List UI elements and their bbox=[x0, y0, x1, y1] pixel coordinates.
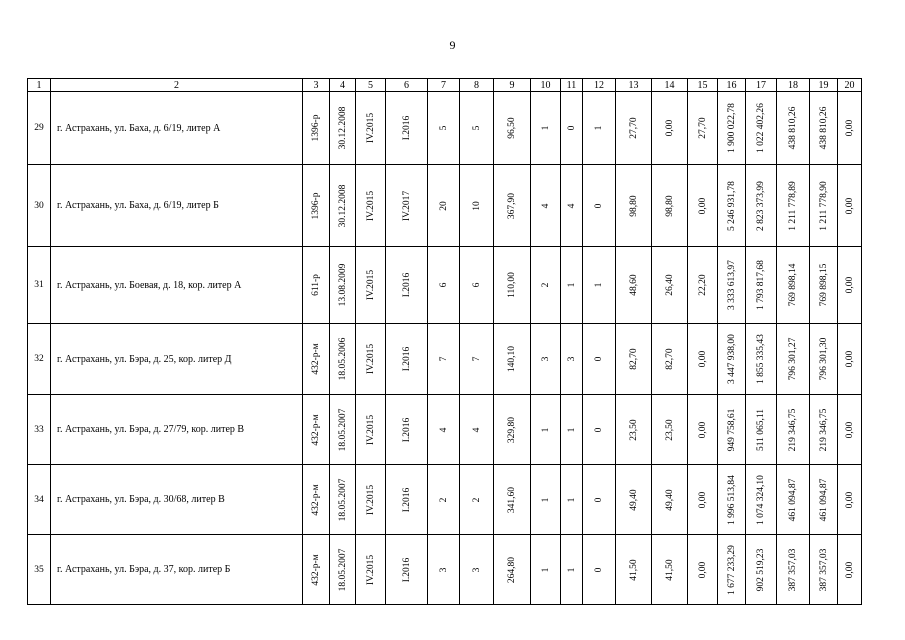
table-cell bbox=[531, 465, 561, 535]
cell-value: 5 bbox=[438, 125, 449, 131]
table-cell bbox=[718, 165, 746, 247]
cell-value: 41,50 bbox=[664, 558, 675, 581]
table-cell bbox=[460, 247, 494, 324]
cell-value: 22,20 bbox=[697, 274, 708, 296]
cell-value: 7 bbox=[438, 356, 449, 362]
cell-value: 41,50 bbox=[628, 558, 639, 581]
table-cell bbox=[494, 92, 531, 165]
table-cell bbox=[718, 535, 746, 605]
table-cell bbox=[718, 324, 746, 395]
cell-value: 0,00 bbox=[697, 561, 708, 578]
cell-value: 98,80 bbox=[664, 194, 675, 217]
cell-value: 1 900 022,78 bbox=[726, 103, 737, 153]
cell-value: 461 094,87 bbox=[818, 478, 829, 521]
cell-value: 3 bbox=[438, 567, 449, 572]
cell-value: 0,00 bbox=[664, 119, 675, 137]
table-cell bbox=[616, 465, 652, 535]
table-cell bbox=[746, 92, 777, 165]
table-cell bbox=[330, 247, 356, 324]
cell-value: 4 bbox=[566, 203, 577, 208]
cell-value: 4 bbox=[540, 203, 551, 208]
cell-value: 0,00 bbox=[844, 119, 855, 137]
cell-value: 438 810,26 bbox=[788, 106, 798, 150]
cell-value: 98,80 bbox=[628, 194, 639, 217]
table-cell bbox=[583, 324, 616, 395]
table-cell bbox=[652, 535, 688, 605]
table-cell bbox=[356, 535, 386, 605]
table-cell bbox=[616, 395, 652, 465]
table-cell bbox=[428, 465, 460, 535]
cell-value: 2 bbox=[471, 497, 482, 502]
table-cell bbox=[777, 395, 810, 465]
table-cell bbox=[810, 92, 838, 165]
cell-value: 796 301,27 bbox=[788, 337, 798, 381]
cell-value: 1 793 817,68 bbox=[756, 260, 766, 310]
cell-value: 7 bbox=[471, 356, 482, 362]
cell-value: 1 bbox=[594, 125, 604, 131]
table-cell bbox=[561, 535, 583, 605]
column-header: 2 bbox=[51, 79, 303, 92]
cell-value: 1 bbox=[540, 427, 551, 432]
table-cell bbox=[838, 92, 862, 165]
table-cell bbox=[810, 324, 838, 395]
table-row bbox=[28, 395, 862, 465]
cell-value: IV.2015 bbox=[365, 343, 376, 375]
cell-value: 110,00 bbox=[507, 272, 517, 298]
cell-value: 796 301,30 bbox=[818, 337, 829, 381]
cell-value: 0,00 bbox=[844, 421, 855, 438]
table-cell bbox=[356, 465, 386, 535]
table-cell bbox=[838, 395, 862, 465]
table-cell bbox=[746, 535, 777, 605]
table-cell bbox=[561, 92, 583, 165]
table-cell bbox=[777, 324, 810, 395]
cell-value: 611-р bbox=[311, 274, 321, 296]
cell-value: 6 bbox=[438, 282, 449, 288]
table-row bbox=[28, 465, 862, 535]
table-cell bbox=[810, 535, 838, 605]
address-cell: г. Астрахань, ул. Бэра, д. 37, кор. литер Б bbox=[51, 535, 303, 605]
cell-value: 30.12.2008 bbox=[337, 106, 348, 150]
address-cell: г. Астрахань, ул. Бэра, д. 30/68, литер В bbox=[51, 465, 303, 535]
cell-value: 18.05.2007 bbox=[337, 478, 348, 521]
table-cell bbox=[460, 324, 494, 395]
table-cell bbox=[652, 395, 688, 465]
cell-value: 0 bbox=[594, 427, 604, 432]
table-cell bbox=[460, 165, 494, 247]
cell-value: 2 823 373,99 bbox=[756, 180, 766, 231]
cell-value: 96,50 bbox=[507, 117, 517, 139]
table-cell bbox=[746, 324, 777, 395]
column-header: 13 bbox=[616, 79, 652, 92]
table-cell bbox=[494, 535, 531, 605]
table-cell bbox=[810, 395, 838, 465]
table-cell bbox=[386, 535, 428, 605]
row-number-cell: 29 bbox=[28, 92, 51, 165]
table-cell bbox=[330, 465, 356, 535]
cell-value: 0 bbox=[594, 567, 604, 572]
table-cell bbox=[777, 465, 810, 535]
column-header: 8 bbox=[460, 79, 494, 92]
cell-value: 1 211 778,89 bbox=[788, 180, 798, 231]
cell-value: 1 211 778,90 bbox=[818, 180, 829, 231]
cell-value: 1 bbox=[566, 427, 577, 432]
cell-value: 219 346,75 bbox=[818, 408, 829, 451]
cell-value: 0,00 bbox=[844, 491, 855, 508]
table-cell bbox=[583, 165, 616, 247]
row-number-cell: 33 bbox=[28, 395, 51, 465]
cell-value: 27,70 bbox=[628, 117, 639, 139]
cell-value: 3 bbox=[540, 356, 551, 362]
table-cell bbox=[561, 395, 583, 465]
row-number-cell: 30 bbox=[28, 165, 51, 247]
cell-value: 329,80 bbox=[507, 416, 517, 443]
column-header: 1 bbox=[28, 79, 51, 92]
table-cell bbox=[583, 395, 616, 465]
table-cell bbox=[616, 535, 652, 605]
table-cell bbox=[531, 324, 561, 395]
column-header: 16 bbox=[718, 79, 746, 92]
table-cell bbox=[777, 92, 810, 165]
cell-value: 219 346,75 bbox=[788, 408, 798, 451]
address-cell: г. Астрахань, ул. Баха, д. 6/19, литер А bbox=[51, 92, 303, 165]
cell-value: 0,00 bbox=[697, 421, 708, 438]
row-number-cell: 32 bbox=[28, 324, 51, 395]
cell-value: IV.2015 bbox=[365, 269, 376, 301]
cell-value: 1 855 335,43 bbox=[756, 334, 766, 384]
cell-value: 387 357,03 bbox=[818, 548, 829, 591]
table-cell bbox=[494, 324, 531, 395]
cell-value: IV.2015 bbox=[365, 484, 376, 515]
cell-value: 18.05.2007 bbox=[337, 408, 348, 451]
column-header: 20 bbox=[838, 79, 862, 92]
cell-value: 367,90 bbox=[507, 192, 517, 219]
cell-value: 0,00 bbox=[844, 561, 855, 578]
cell-value: 1 bbox=[540, 567, 551, 572]
table-cell bbox=[303, 535, 330, 605]
cell-value: IV.2015 bbox=[365, 414, 376, 445]
cell-value: 1 022 402,26 bbox=[756, 103, 766, 153]
header-row bbox=[28, 79, 862, 92]
table-cell bbox=[561, 247, 583, 324]
cell-value: 432-р-м bbox=[311, 553, 321, 586]
cell-value: 49,40 bbox=[664, 488, 675, 511]
cell-value: 461 094,87 bbox=[788, 478, 798, 521]
table-cell bbox=[330, 395, 356, 465]
cell-value: 18.05.2007 bbox=[337, 548, 348, 591]
table-cell bbox=[688, 395, 718, 465]
cell-value: 0 bbox=[594, 497, 604, 502]
cell-value: I.2016 bbox=[401, 272, 412, 298]
cell-value: IV.2015 bbox=[365, 112, 376, 144]
cell-value: 769 898,15 bbox=[818, 263, 829, 307]
cell-value: 49,40 bbox=[628, 488, 639, 511]
cell-value: 1 074 324,10 bbox=[756, 474, 766, 525]
table-cell bbox=[561, 324, 583, 395]
cell-value: 0 bbox=[594, 356, 604, 362]
table-cell bbox=[777, 535, 810, 605]
cell-value: IV.2015 bbox=[365, 190, 376, 221]
table-row bbox=[28, 247, 862, 324]
column-header: 5 bbox=[356, 79, 386, 92]
cell-value: 3 333 613,97 bbox=[726, 260, 737, 310]
table-cell bbox=[718, 465, 746, 535]
cell-value: 432-р-м bbox=[311, 343, 321, 375]
table-cell bbox=[561, 465, 583, 535]
row-number-cell: 31 bbox=[28, 247, 51, 324]
table-cell bbox=[746, 465, 777, 535]
table-cell bbox=[838, 324, 862, 395]
cell-value: 1 bbox=[566, 282, 577, 288]
table-cell bbox=[688, 465, 718, 535]
table-cell bbox=[746, 247, 777, 324]
table-cell bbox=[356, 324, 386, 395]
cell-value: 0,00 bbox=[697, 491, 708, 508]
column-header: 10 bbox=[531, 79, 561, 92]
cell-value: 23,50 bbox=[628, 418, 639, 441]
table-cell bbox=[531, 92, 561, 165]
cell-value: 5 bbox=[471, 125, 482, 131]
column-header: 11 bbox=[561, 79, 583, 92]
column-header: 17 bbox=[746, 79, 777, 92]
cell-value: 20 bbox=[438, 200, 449, 211]
table-cell bbox=[616, 324, 652, 395]
cell-value: 5 246 931,78 bbox=[726, 180, 737, 231]
cell-value: 6 bbox=[471, 282, 482, 288]
table-row bbox=[28, 535, 862, 605]
table-cell bbox=[428, 247, 460, 324]
table-cell bbox=[460, 92, 494, 165]
table-cell bbox=[494, 395, 531, 465]
column-header: 6 bbox=[386, 79, 428, 92]
table-cell bbox=[688, 535, 718, 605]
table-cell bbox=[303, 165, 330, 247]
table-cell bbox=[838, 165, 862, 247]
cell-value: 387 357,03 bbox=[788, 548, 798, 591]
cell-value: 82,70 bbox=[628, 348, 639, 370]
cell-value: 1 bbox=[566, 497, 577, 502]
column-header: 4 bbox=[330, 79, 356, 92]
table-cell bbox=[460, 395, 494, 465]
table-cell bbox=[746, 395, 777, 465]
table-cell bbox=[356, 247, 386, 324]
cell-value: 27,70 bbox=[697, 117, 708, 139]
table-cell bbox=[777, 165, 810, 247]
cell-value: 1 bbox=[540, 125, 551, 131]
cell-value: 0 bbox=[594, 203, 604, 208]
cell-value: I.2016 bbox=[401, 487, 412, 512]
table-cell bbox=[494, 165, 531, 247]
table-cell bbox=[746, 165, 777, 247]
cell-value: 30.12.2008 bbox=[337, 184, 348, 227]
table-cell bbox=[810, 165, 838, 247]
cell-value: 949 758,61 bbox=[726, 408, 737, 451]
cell-value: 769 898,14 bbox=[788, 263, 798, 307]
table-cell bbox=[838, 535, 862, 605]
table-cell bbox=[583, 535, 616, 605]
table-cell bbox=[652, 465, 688, 535]
cell-value: 0,00 bbox=[697, 350, 708, 368]
table-cell bbox=[330, 535, 356, 605]
table-cell bbox=[386, 465, 428, 535]
cell-value: 341,60 bbox=[507, 486, 517, 513]
cell-value: 82,70 bbox=[664, 348, 675, 370]
table-cell bbox=[652, 92, 688, 165]
table-cell bbox=[688, 165, 718, 247]
address-cell: г. Астрахань, ул. Бэра, д. 27/79, кор. литер В bbox=[51, 395, 303, 465]
cell-value: I.2016 bbox=[401, 557, 412, 582]
cell-value: 0,00 bbox=[844, 350, 855, 368]
table-cell bbox=[330, 324, 356, 395]
table-cell bbox=[561, 165, 583, 247]
cell-value: 0,00 bbox=[697, 197, 708, 214]
table-row bbox=[28, 92, 862, 165]
cell-value: 140,10 bbox=[507, 345, 517, 373]
table-cell bbox=[303, 92, 330, 165]
table-cell bbox=[718, 247, 746, 324]
cell-value: 1396-р bbox=[311, 192, 321, 219]
table-row bbox=[28, 324, 862, 395]
table-cell bbox=[718, 395, 746, 465]
table-cell bbox=[303, 247, 330, 324]
table-cell bbox=[810, 247, 838, 324]
table-cell bbox=[652, 324, 688, 395]
table-cell bbox=[386, 395, 428, 465]
column-header: 14 bbox=[652, 79, 688, 92]
table-cell bbox=[531, 395, 561, 465]
cell-value: 1396-р bbox=[311, 114, 321, 142]
column-header: 19 bbox=[810, 79, 838, 92]
cell-value: 1 bbox=[566, 567, 577, 572]
table-cell bbox=[460, 535, 494, 605]
cell-value: I.2016 bbox=[401, 346, 412, 372]
data-table bbox=[27, 78, 862, 605]
table-cell bbox=[777, 247, 810, 324]
table-cell bbox=[356, 165, 386, 247]
cell-value: 432-р-м bbox=[311, 413, 321, 446]
table-cell bbox=[386, 92, 428, 165]
table-cell bbox=[652, 165, 688, 247]
table-cell bbox=[428, 92, 460, 165]
table-cell bbox=[356, 92, 386, 165]
column-header: 12 bbox=[583, 79, 616, 92]
cell-value: I.2016 bbox=[401, 115, 412, 141]
table-cell bbox=[688, 247, 718, 324]
cell-value: 0,00 bbox=[844, 276, 855, 294]
cell-value: I.2016 bbox=[401, 417, 412, 442]
table-cell bbox=[838, 247, 862, 324]
address-cell: г. Астрахань, ул. Бэра, д. 25, кор. литер Д bbox=[51, 324, 303, 395]
row-number-cell: 34 bbox=[28, 465, 51, 535]
cell-value: 4 bbox=[438, 427, 449, 432]
table-cell bbox=[531, 535, 561, 605]
table-cell bbox=[356, 395, 386, 465]
table-cell bbox=[583, 247, 616, 324]
table-cell bbox=[428, 535, 460, 605]
cell-value: 1 677 233,29 bbox=[726, 544, 737, 595]
table-cell bbox=[810, 465, 838, 535]
column-header: 15 bbox=[688, 79, 718, 92]
table-body bbox=[28, 92, 862, 605]
address-cell: г. Астрахань, ул. Боевая, д. 18, кор. литер А bbox=[51, 247, 303, 324]
row-number-cell: 35 bbox=[28, 535, 51, 605]
cell-value: 432-р-м bbox=[311, 483, 321, 516]
cell-value: 0 bbox=[566, 125, 577, 131]
cell-value: 48,60 bbox=[628, 274, 639, 296]
cell-value: 438 810,26 bbox=[818, 106, 829, 150]
table-cell bbox=[616, 247, 652, 324]
cell-value: IV.2015 bbox=[365, 554, 376, 585]
table-row bbox=[28, 165, 862, 247]
table-cell bbox=[718, 92, 746, 165]
table-cell bbox=[652, 247, 688, 324]
table-cell bbox=[386, 165, 428, 247]
cell-value: 511 065,11 bbox=[756, 408, 766, 451]
cell-value: 2 bbox=[438, 497, 449, 502]
cell-value: 26,40 bbox=[664, 274, 675, 296]
cell-value: 3 447 938,00 bbox=[726, 334, 737, 384]
cell-value: 0,00 bbox=[844, 197, 855, 214]
table-cell bbox=[386, 324, 428, 395]
table-cell bbox=[494, 247, 531, 324]
cell-value: 23,50 bbox=[664, 418, 675, 441]
cell-value: 1 bbox=[540, 497, 551, 502]
cell-value: 902 519,23 bbox=[756, 548, 766, 591]
cell-value: 4 bbox=[471, 427, 482, 432]
cell-value: 2 bbox=[540, 282, 551, 288]
page-number: 9 bbox=[449, 38, 456, 52]
table-cell bbox=[303, 324, 330, 395]
cell-value: 13.08.2009 bbox=[337, 263, 348, 307]
table-cell bbox=[428, 165, 460, 247]
cell-value: IV.2017 bbox=[401, 190, 412, 221]
column-header: 3 bbox=[303, 79, 330, 92]
table-cell bbox=[428, 395, 460, 465]
cell-value: 10 bbox=[471, 200, 482, 211]
table-cell bbox=[583, 465, 616, 535]
table-cell bbox=[460, 465, 494, 535]
address-cell: г. Астрахань, ул. Баха, д. 6/19, литер Б bbox=[51, 165, 303, 247]
table-cell bbox=[616, 165, 652, 247]
cell-value: 264,80 bbox=[507, 556, 517, 583]
table-cell bbox=[303, 395, 330, 465]
table-cell bbox=[616, 92, 652, 165]
table-cell bbox=[838, 465, 862, 535]
column-header: 9 bbox=[494, 79, 531, 92]
table-cell bbox=[531, 165, 561, 247]
table-cell bbox=[688, 92, 718, 165]
cell-value: 18.05.2006 bbox=[337, 337, 348, 381]
cell-value: 3 bbox=[471, 567, 482, 572]
table-cell bbox=[531, 247, 561, 324]
cell-value: 1 996 513,84 bbox=[726, 474, 737, 525]
column-header: 7 bbox=[428, 79, 460, 92]
table-cell bbox=[303, 465, 330, 535]
table-cell bbox=[688, 324, 718, 395]
column-header: 18 bbox=[777, 79, 810, 92]
table-cell bbox=[583, 92, 616, 165]
table-cell bbox=[494, 465, 531, 535]
cell-value: 3 bbox=[566, 356, 577, 362]
table-cell bbox=[330, 92, 356, 165]
cell-value: 1 bbox=[594, 282, 604, 288]
table-cell bbox=[386, 247, 428, 324]
table-cell bbox=[428, 324, 460, 395]
table-cell bbox=[330, 165, 356, 247]
